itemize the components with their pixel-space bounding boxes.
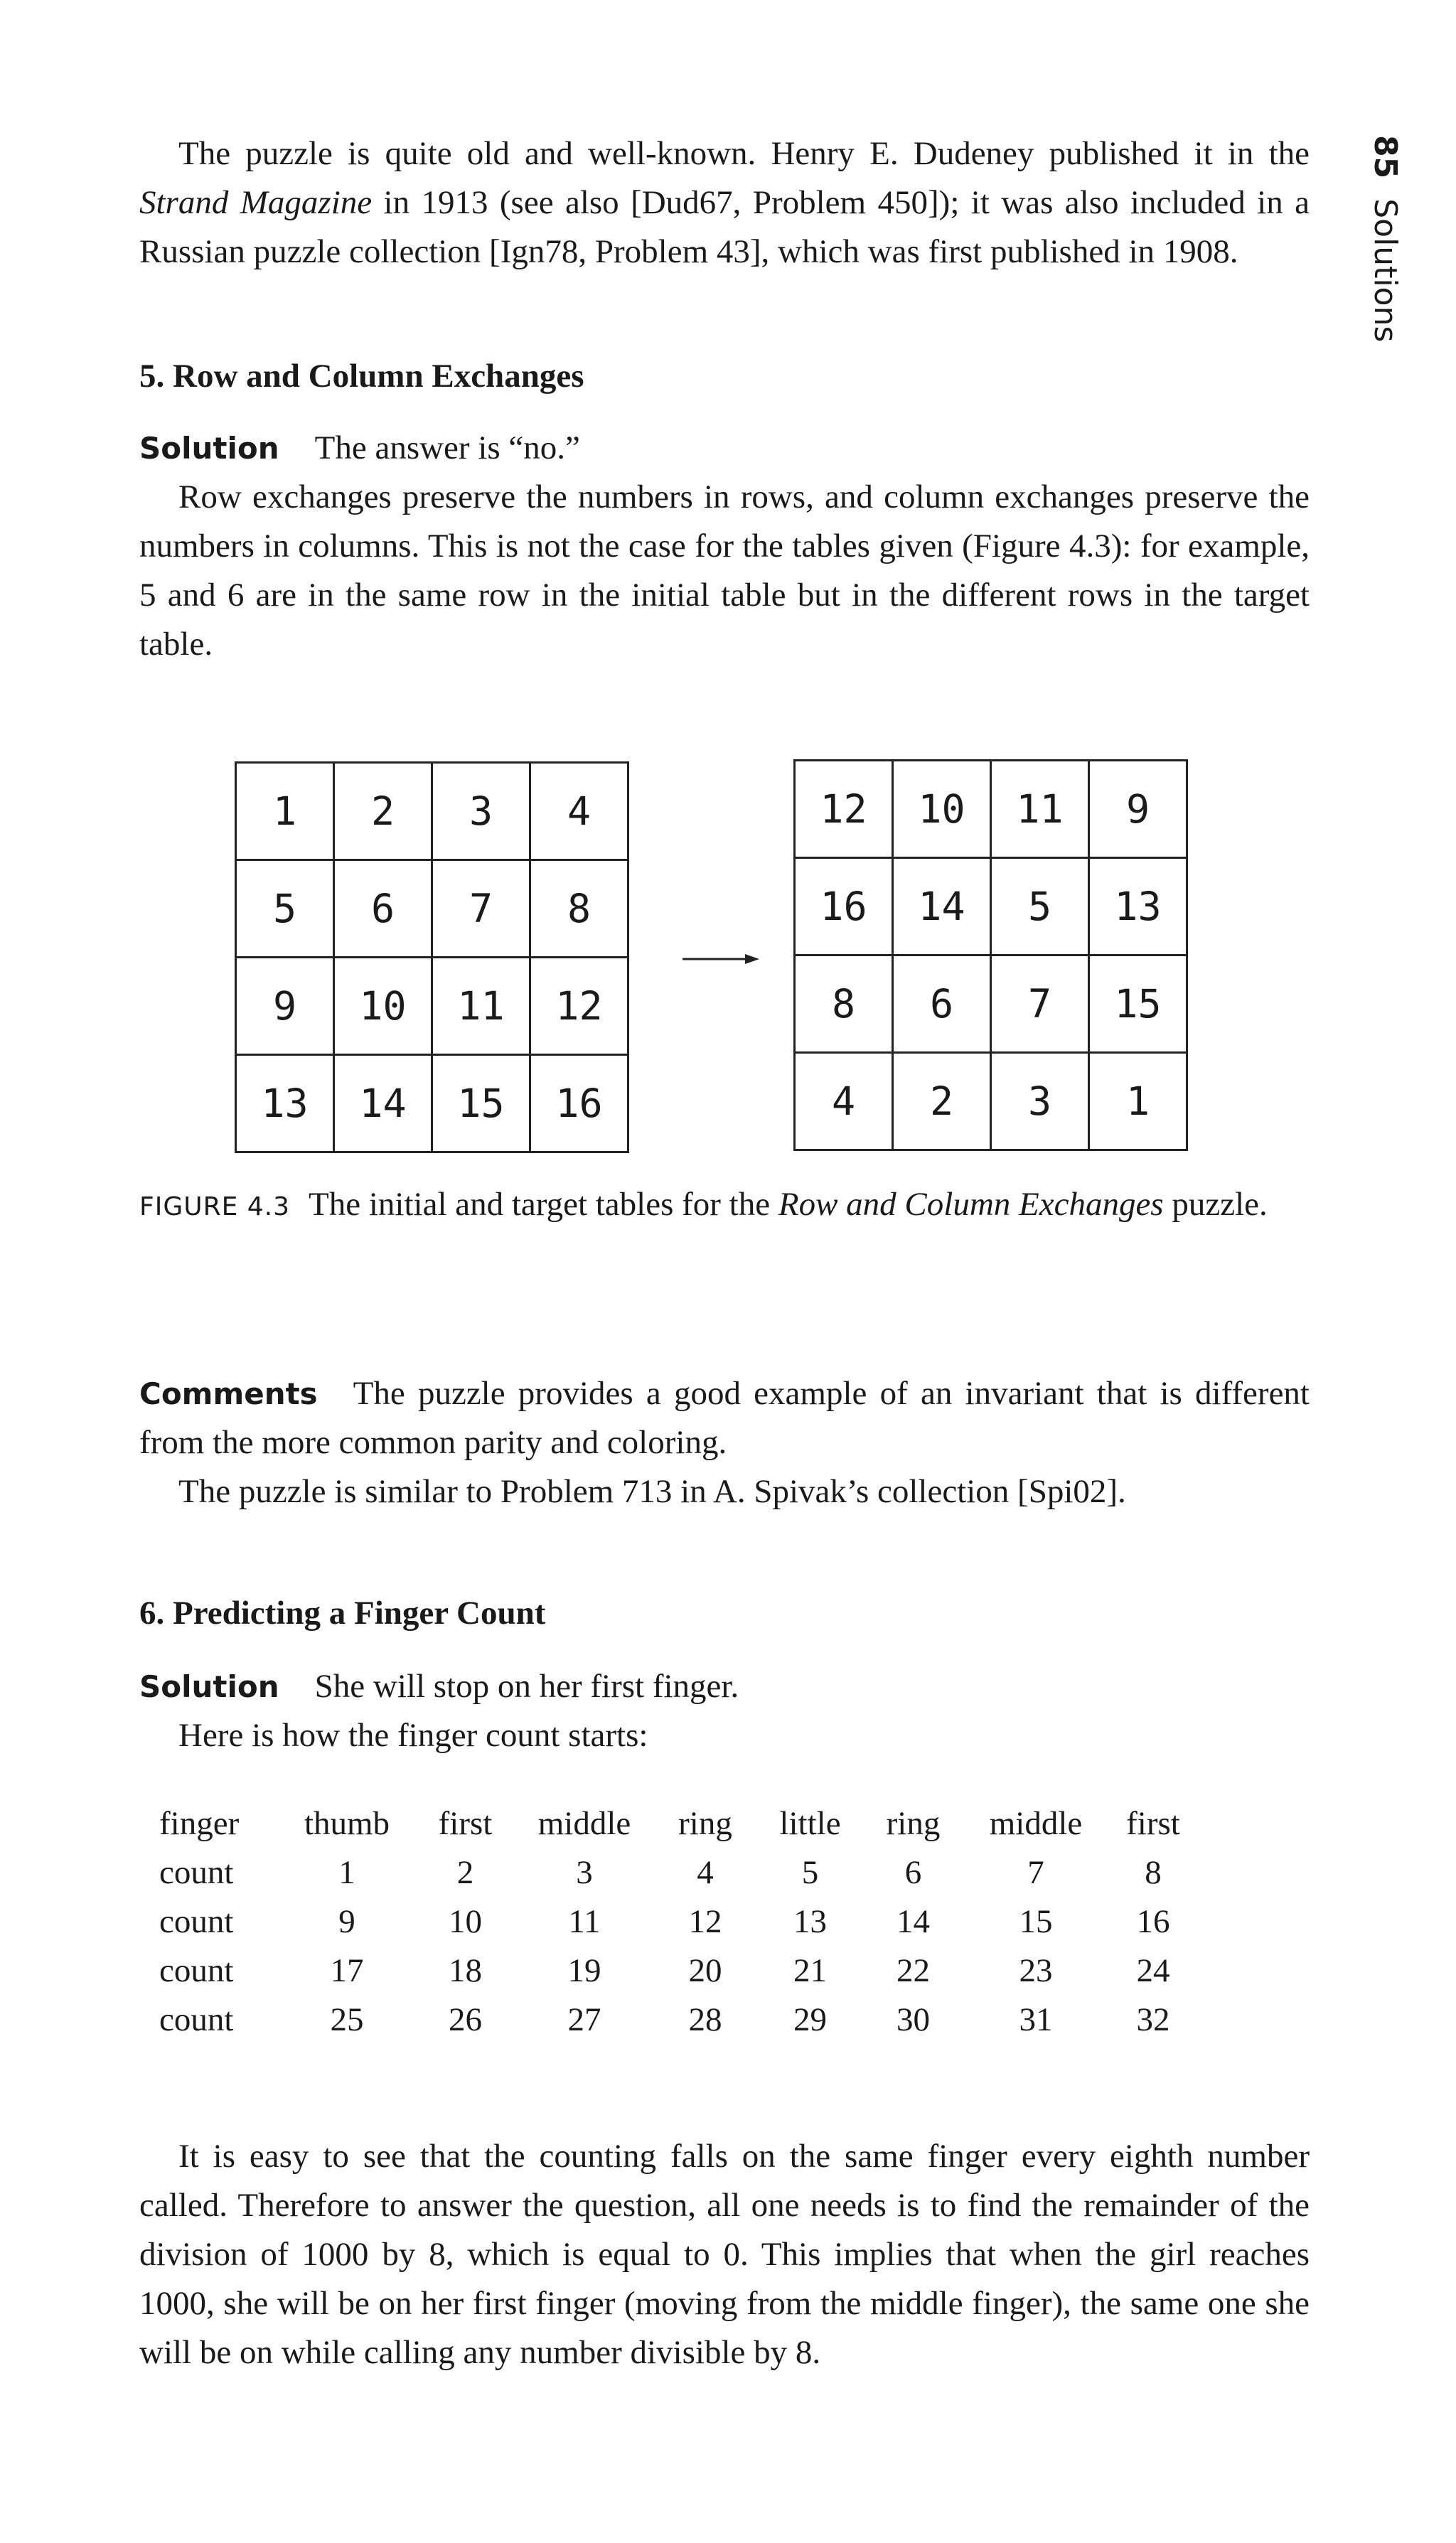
count-cell: 2 xyxy=(456,1853,474,1891)
target-table-cell: 7 xyxy=(991,955,1089,1053)
initial-table-cell: 13 xyxy=(236,1055,334,1152)
initial-table-row xyxy=(236,860,628,958)
target-table xyxy=(793,759,1188,1151)
section-5 xyxy=(139,352,1310,669)
target-table-row xyxy=(795,955,1187,1053)
figure-4-3 xyxy=(235,761,1230,1174)
count-cell: 21 xyxy=(793,1952,827,1989)
initial-table-row xyxy=(236,763,628,860)
target-table-cell: 8 xyxy=(795,955,893,1053)
section-6-solution xyxy=(139,1662,1310,1711)
count-cell: 28 xyxy=(688,2001,722,2038)
closing-paragraph: It is easy to see that the counting falls on the same finger every eighth number called. Therefore to answer the question, all one needs is to find the remainder of the division of 1000 by 8, which is equal to 0. This implies that when the girl reaches 1000, she will be on her first finger (moving from the middle finger), the same one she will be on while calling any number divisible by 8. xyxy=(139,2138,1310,2371)
running-head-section: Solutions xyxy=(1367,198,1403,343)
intro-text-2: in 1913 (see also [Dud67, Problem 450]); it was also included in a Russian puzzle collection [Ign78, Problem 43], which was first published in 1908. xyxy=(139,184,1310,270)
section-5-heading: 5. Row and Column Exchanges xyxy=(139,358,584,395)
section-6 xyxy=(139,1589,1310,1760)
target-table-cell: 14 xyxy=(893,858,991,955)
target-table-cell: 11 xyxy=(991,761,1089,858)
section-6-intro: Here is how the finger count starts: xyxy=(178,1717,648,1754)
finger-count-row xyxy=(139,1848,1199,1897)
initial-table-cell: 14 xyxy=(334,1055,432,1152)
target-table-cell: 16 xyxy=(795,858,893,955)
target-table-cell: 9 xyxy=(1089,761,1187,858)
caption-text: The initial and target tables for the xyxy=(309,1186,778,1223)
initial-table-cell: 8 xyxy=(530,860,628,958)
finger-row-label: count xyxy=(159,1853,234,1891)
caption-italic: Row and Column Exchanges xyxy=(778,1186,1164,1223)
figure-label: FIGURE 4.3 xyxy=(139,1192,291,1221)
count-cell: 10 xyxy=(449,1902,482,1940)
target-table-cell: 10 xyxy=(893,761,991,858)
count-cell: 26 xyxy=(449,2001,482,2038)
finger-count-row xyxy=(139,1897,1199,1946)
solution-label-6: Solution xyxy=(139,1669,279,1704)
count-cell: 3 xyxy=(576,1853,593,1891)
count-cell: 14 xyxy=(896,1902,930,1940)
finger-name-cell: middle xyxy=(989,1804,1083,1842)
arrow-icon xyxy=(682,952,761,966)
intro-text-1: The puzzle is quite old and well-known. Henry E. Dudeney published it in the xyxy=(178,135,1310,172)
count-cell: 29 xyxy=(793,2001,827,2038)
finger-name-cell: ring xyxy=(886,1804,941,1842)
count-cell: 4 xyxy=(697,1853,714,1891)
section-6-heading: 6. Predicting a Finger Count xyxy=(139,1595,546,1632)
closing-section xyxy=(139,2132,1310,2377)
target-table-cell: 6 xyxy=(893,955,991,1053)
count-cell: 27 xyxy=(567,2001,601,2038)
target-table-row xyxy=(795,858,1187,955)
initial-table-cell: 2 xyxy=(334,763,432,860)
count-cell: 12 xyxy=(688,1902,722,1940)
finger-row-label: count xyxy=(159,2001,234,2038)
solution-text: The answer is “no.” xyxy=(314,429,580,466)
target-table-cell: 5 xyxy=(991,858,1089,955)
target-table-cell: 12 xyxy=(795,761,893,858)
finger-row-label: finger xyxy=(159,1804,240,1842)
section-5-solution xyxy=(139,424,1310,473)
target-table-row xyxy=(795,761,1187,858)
page-body xyxy=(139,129,1310,277)
comments-section xyxy=(139,1369,1310,1516)
count-cell: 16 xyxy=(1136,1902,1170,1940)
initial-table-cell: 6 xyxy=(334,860,432,958)
intro-paragraph xyxy=(139,129,1310,277)
initial-table-cell: 10 xyxy=(334,958,432,1055)
count-cell: 23 xyxy=(1019,1952,1053,1989)
initial-table-cell: 3 xyxy=(432,763,530,860)
initial-table-cell: 15 xyxy=(432,1055,530,1152)
finger-row-label: count xyxy=(159,1902,234,1940)
finger-name-cell: little xyxy=(779,1804,841,1842)
finger-name-cell: first xyxy=(438,1804,493,1842)
initial-table-cell: 5 xyxy=(236,860,334,958)
count-cell: 24 xyxy=(1136,1952,1170,1989)
initial-table-cell: 11 xyxy=(432,958,530,1055)
finger-name-cell: middle xyxy=(537,1804,631,1842)
count-cell: 25 xyxy=(330,2001,364,2038)
target-table-cell: 15 xyxy=(1089,955,1187,1053)
target-table-cell: 1 xyxy=(1089,1053,1187,1150)
count-cell: 13 xyxy=(793,1902,827,1940)
count-cell: 17 xyxy=(330,1952,364,1989)
comments-paragraph-2: The puzzle is similar to Problem 713 in A. Spivak’s collection [Spi02]. xyxy=(178,1473,1126,1510)
caption-end: puzzle. xyxy=(1163,1186,1268,1223)
count-cell: 31 xyxy=(1019,2001,1053,2038)
comments-paragraph xyxy=(139,1369,1310,1467)
finger-name-cell: thumb xyxy=(304,1804,390,1842)
count-cell: 11 xyxy=(568,1902,601,1940)
comments-label: Comments xyxy=(139,1376,318,1411)
finger-row-label: count xyxy=(159,1952,234,1989)
count-cell: 8 xyxy=(1145,1853,1162,1891)
comments-text: The puzzle provides a good example of an invariant that is different from the more common parity and coloring. xyxy=(139,1375,1310,1461)
initial-table-cell: 7 xyxy=(432,860,530,958)
finger-count-row xyxy=(139,1946,1199,1995)
count-cell: 15 xyxy=(1019,1902,1053,1940)
target-table-cell: 13 xyxy=(1089,858,1187,955)
section-5-paragraph: Row exchanges preserve the numbers in rows, and column exchanges preserve the numbers in columns. This is not the case for the tables given (Figure 4.3): for example, 5 and 6 are in the same row in the initial table but in the different rows in the target table. xyxy=(139,478,1310,663)
count-cell: 22 xyxy=(896,1952,930,1989)
initial-table-cell: 4 xyxy=(530,763,628,860)
initial-table-cell: 12 xyxy=(530,958,628,1055)
page-number: 85 xyxy=(1367,135,1403,179)
count-cell: 20 xyxy=(688,1952,722,1989)
initial-table-cell: 9 xyxy=(236,958,334,1055)
count-cell: 7 xyxy=(1027,1853,1044,1891)
count-cell: 9 xyxy=(338,1902,355,1940)
finger-count-table xyxy=(139,1799,1199,2044)
initial-table-cell: 16 xyxy=(530,1055,628,1152)
count-cell: 5 xyxy=(801,1853,819,1891)
count-cell: 32 xyxy=(1136,2001,1170,2038)
finger-name-cell: ring xyxy=(678,1804,732,1842)
intro-text-italic: Strand Magazine xyxy=(139,184,373,221)
running-head xyxy=(1364,135,1406,342)
count-cell: 19 xyxy=(567,1952,601,1989)
count-cell: 18 xyxy=(449,1952,482,1989)
finger-header-row xyxy=(139,1799,1199,1848)
count-cell: 30 xyxy=(896,2001,930,2038)
target-table-cell: 2 xyxy=(893,1053,991,1150)
count-cell: 1 xyxy=(338,1853,355,1891)
initial-table xyxy=(235,761,629,1153)
finger-name-cell: first xyxy=(1126,1804,1180,1842)
count-cell: 6 xyxy=(904,1853,922,1891)
target-table-cell: 4 xyxy=(795,1053,893,1150)
finger-count-row xyxy=(139,1995,1199,2044)
target-table-row xyxy=(795,1053,1187,1150)
solution-text-6: She will stop on her first finger. xyxy=(314,1668,739,1705)
initial-table-row xyxy=(236,958,628,1055)
figure-caption xyxy=(139,1180,1268,1231)
initial-table-row xyxy=(236,1055,628,1152)
initial-table-cell: 1 xyxy=(236,763,334,860)
target-table-cell: 3 xyxy=(991,1053,1089,1150)
solution-label: Solution xyxy=(139,431,279,466)
